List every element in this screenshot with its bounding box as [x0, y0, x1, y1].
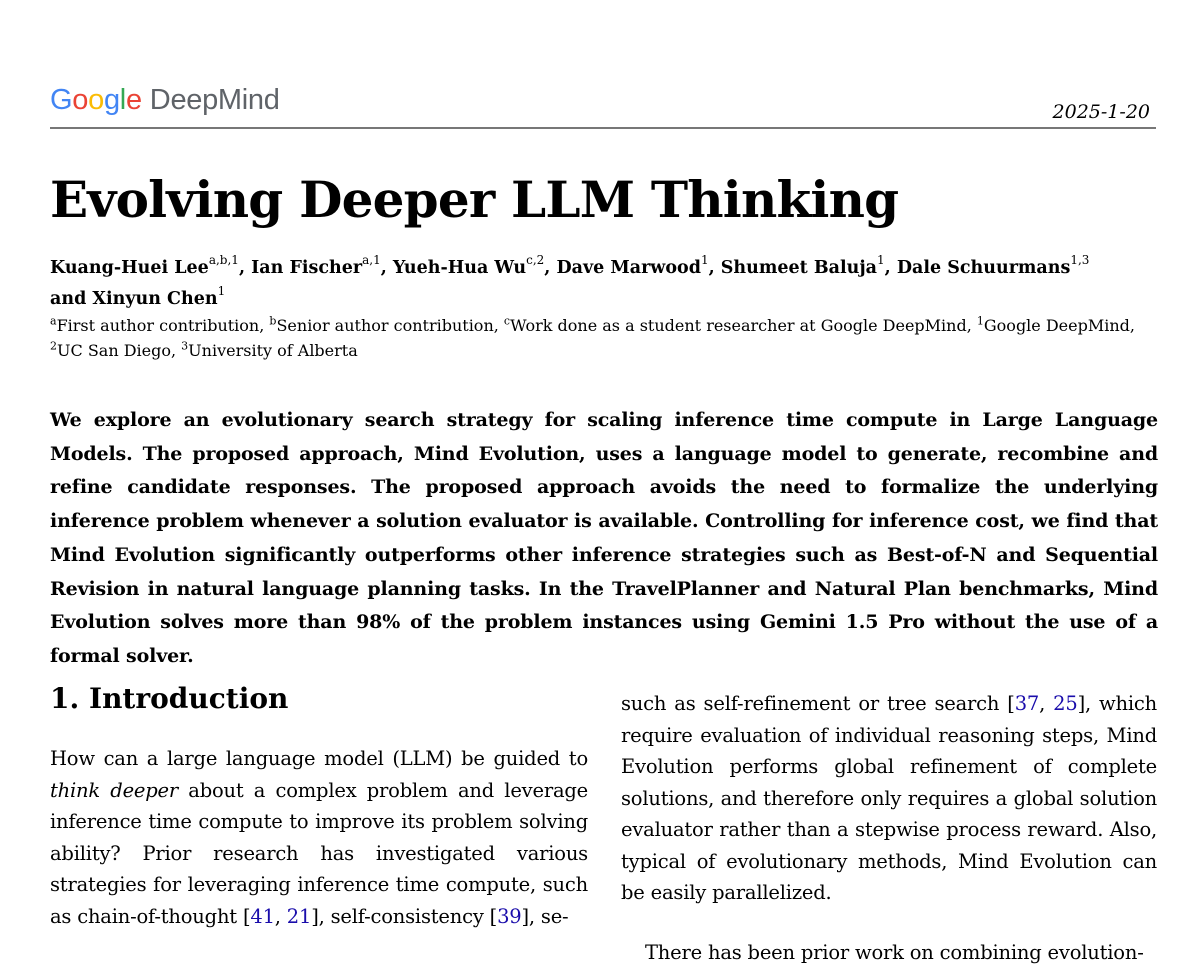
- intro-text: ], se-: [521, 905, 568, 928]
- author-affiliation-marker: 1: [701, 253, 709, 267]
- affiliation-text: First author contribution,: [57, 316, 270, 335]
- author-affiliation-marker: 1,3: [1070, 253, 1089, 267]
- citation-link[interactable]: 37: [1015, 692, 1039, 715]
- intro-text: ], self-consistency [: [311, 905, 497, 928]
- affiliation-marker: 1: [977, 315, 984, 328]
- author-name: and Xinyun Chen: [50, 289, 218, 309]
- author-name: Shumeet Baluja: [721, 258, 877, 278]
- logo-letter: e: [126, 84, 142, 116]
- citation-link[interactable]: 39: [497, 905, 521, 928]
- intro-paragraph-right: [621, 688, 1157, 909]
- intro-emphasis: think deeper: [50, 779, 178, 802]
- intro-text: about a complex problem and leverage inference time compute to improve its problem solving ability? Prior research has investigated various strategies for leveraging inference time compute, such as chain-of-thought [: [50, 779, 588, 928]
- citation-separator: ,: [1039, 692, 1053, 715]
- logo-google-wordmark: [50, 84, 142, 116]
- author-affiliation-marker: a,b,1: [209, 253, 239, 267]
- author-affiliation-marker: 1: [218, 284, 226, 298]
- header-rule: [50, 127, 1156, 129]
- affiliation-text: Senior author contribution,: [276, 316, 503, 335]
- logo-letter: g: [104, 84, 120, 116]
- author-name: Kuang-Huei Lee: [50, 258, 209, 278]
- google-deepmind-logo: [50, 84, 280, 117]
- affiliation-marker: 3: [181, 340, 188, 353]
- intro-text: such as self-refinement or tree search [: [621, 692, 1015, 715]
- affiliation-text: University of Alberta: [188, 341, 358, 360]
- intro-paragraph-left: [50, 743, 588, 932]
- affiliation-list: [50, 313, 1160, 363]
- author-list: Kuang-Huei Lee$^{a,b,1}$, Ian Fischer$^{a,1}$, Yueh-Hua Wu$^{c,2}$, Dave Marwood$^1$, Shumeet Baluja$^1$, Dale Schuurmans$^{1,3}$ and Xinyun Chen$^1$: [50, 253, 1160, 315]
- section-heading-introduction: 1. Introduction: [50, 677, 588, 721]
- intro-text: How can a large language model (LLM) be guided to: [50, 747, 588, 770]
- affiliation-text: UC San Diego,: [57, 341, 181, 360]
- author-name: Dave Marwood: [556, 258, 701, 278]
- affiliation-marker: c: [504, 315, 510, 328]
- logo-letter: o: [88, 84, 104, 116]
- logo-deepmind-wordmark: DeepMind: [150, 84, 280, 116]
- left-column: [50, 677, 588, 932]
- author-affiliation-marker: 1: [877, 253, 885, 267]
- publication-date: 2025-1-20: [1053, 101, 1150, 123]
- logo-letter: o: [72, 84, 88, 116]
- affiliation-text: Work done as a student researcher at Google DeepMind,: [510, 316, 977, 335]
- author-affiliation-marker: c,2: [526, 253, 544, 267]
- author-name: Yueh-Hua Wu: [393, 258, 526, 278]
- logo-letter: l: [120, 84, 126, 116]
- intro-paragraph-right-2: There has been prior work on combining evolution-: [621, 937, 1157, 968]
- citation-link[interactable]: 41: [250, 905, 274, 928]
- author-name: Ian Fischer: [251, 258, 362, 278]
- logo-letter: G: [50, 84, 72, 116]
- citation-separator: ,: [275, 905, 287, 928]
- paper-title: Evolving Deeper LLM Thinking: [50, 168, 898, 232]
- affiliation-marker: b: [269, 315, 276, 328]
- affiliation-text: Google DeepMind,: [984, 316, 1135, 335]
- author-affiliation-marker: a,1: [362, 253, 381, 267]
- affiliation-marker: a: [50, 315, 57, 328]
- abstract: We explore an evolutionary search strategy for scaling inference time compute in Large Language Models. The proposed approach, Mind Evolution, uses a language model to generate, recombine and refine candidate responses. The proposed approach avoids the need to formalize the underlying inference problem whenever a solution evaluator is available. Controlling for inference cost, we find that Mind Evolution significantly outperforms other inference strategies such as Best-of-N and Sequential Revision in natural language planning tasks. In the TravelPlanner and Natural Plan benchmarks, Mind Evolution solves more than 98% of the problem instances using Gemini 1.5 Pro without the use of a formal solver.: [50, 404, 1158, 674]
- right-column: [621, 688, 1157, 968]
- citation-link[interactable]: 25: [1053, 692, 1077, 715]
- affiliation-marker: 2: [50, 340, 57, 353]
- citation-link[interactable]: 21: [287, 905, 311, 928]
- author-name: Dale Schuurmans: [897, 258, 1071, 278]
- intro-text: ], which require evaluation of individual reasoning steps, Mind Evolution performs global refinement of complete solutions, and therefore only requires a global solution evaluator rather than a stepwise process reward. Also, typical of evolutionary methods, Mind Evolution can be easily parallelized.: [621, 692, 1157, 904]
